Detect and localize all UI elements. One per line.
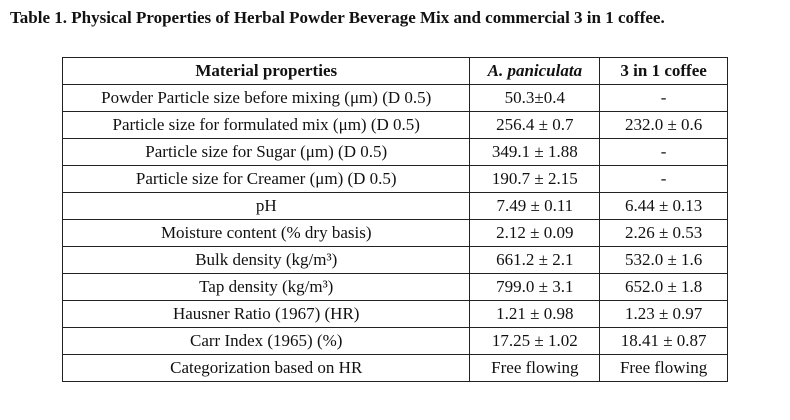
table-row [63,355,728,382]
a-paniculata-value: Free flowing [470,355,600,382]
property-cell: Bulk density (kg/m³) [63,247,470,274]
property-cell: Particle size for formulated mix (μm) (D 0.5) [63,112,470,139]
a-paniculata-value: 50.3±0.4 [470,85,600,112]
table-row [63,328,728,355]
coffee-value: - [600,85,728,112]
table-row [63,85,728,112]
header-3in1-coffee: 3 in 1 coffee [600,58,728,85]
coffee-value: - [600,166,728,193]
table-row [63,274,728,301]
table-header-row [63,58,728,85]
a-paniculata-value: 661.2 ± 2.1 [470,247,600,274]
coffee-value: 1.23 ± 0.97 [600,301,728,328]
a-paniculata-value: 7.49 ± 0.11 [470,193,600,220]
coffee-value: 2.26 ± 0.53 [600,220,728,247]
a-paniculata-value: 2.12 ± 0.09 [470,220,600,247]
table-row [63,301,728,328]
header-a-paniculata: A. paniculata [470,58,600,85]
a-paniculata-value: 1.21 ± 0.98 [470,301,600,328]
property-cell: Powder Particle size before mixing (μm) (D 0.5) [63,85,470,112]
a-paniculata-value: 17.25 ± 1.02 [470,328,600,355]
a-paniculata-value: 799.0 ± 3.1 [470,274,600,301]
a-paniculata-value: 349.1 ± 1.88 [470,139,600,166]
property-cell: Categorization based on HR [63,355,470,382]
table-row [63,247,728,274]
header-material-properties: Material properties [63,58,470,85]
coffee-value: 6.44 ± 0.13 [600,193,728,220]
table-row [63,166,728,193]
property-cell: Particle size for Creamer (μm) (D 0.5) [63,166,470,193]
a-paniculata-value: 190.7 ± 2.15 [470,166,600,193]
properties-table [62,57,728,382]
coffee-value: 652.0 ± 1.8 [600,274,728,301]
table-row [63,139,728,166]
property-cell: Particle size for Sugar (μm) (D 0.5) [63,139,470,166]
a-paniculata-value: 256.4 ± 0.7 [470,112,600,139]
table-row [63,112,728,139]
property-cell: Tap density (kg/m³) [63,274,470,301]
coffee-value: 18.41 ± 0.87 [600,328,728,355]
property-cell: pH [63,193,470,220]
property-cell: Carr Index (1965) (%) [63,328,470,355]
property-cell: Hausner Ratio (1967) (HR) [63,301,470,328]
table-row [63,193,728,220]
table-caption: Table 1. Physical Properties of Herbal Powder Beverage Mix and commercial 3 in 1 coffee. [10,8,665,27]
coffee-value: - [600,139,728,166]
table-row [63,220,728,247]
property-cell: Moisture content (% dry basis) [63,220,470,247]
coffee-value: 232.0 ± 0.6 [600,112,728,139]
coffee-value: 532.0 ± 1.6 [600,247,728,274]
coffee-value: Free flowing [600,355,728,382]
